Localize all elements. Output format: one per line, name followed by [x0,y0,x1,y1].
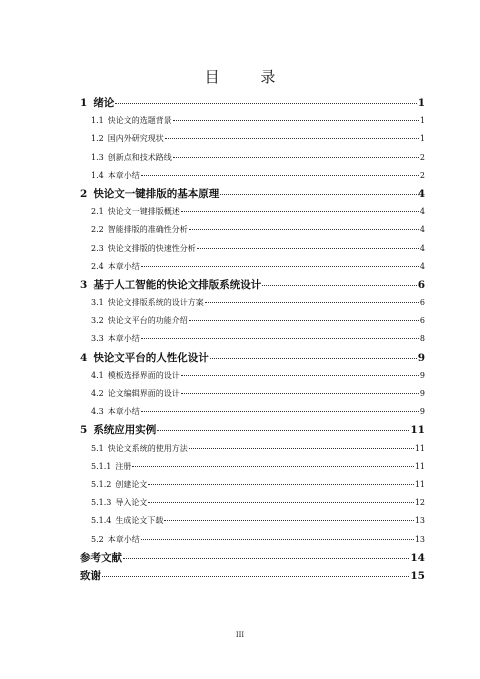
toc-entry-page: 11 [414,443,425,453]
toc-entry-page: 14 [410,551,425,564]
toc-entry-page: 4 [417,187,425,200]
toc-entry-label: 快论文系统的使用方法 [107,443,188,453]
toc-entry-number: 5.1.3 [91,498,112,508]
toc-dot-leader [205,302,419,303]
toc-dot-leader [148,502,413,503]
toc-entry-label: 快论文排版系统的设计方案 [107,298,204,308]
toc-entry-label: 快论文平台的人性化设计 [93,351,209,364]
toc-entry-page: 1 [419,134,425,144]
toc-entry-title [91,221,188,239]
toc-dot-leader [220,194,416,195]
toc-entry-page: 6 [419,316,425,326]
toc-dot-leader [181,375,419,376]
toc-entry-label: 生成论文下载 [115,516,164,526]
toc-entry-number: 3.3 [91,334,104,344]
toc-entry-page: 15 [410,569,425,582]
toc-dot-leader [173,157,419,158]
toc-entry-page: 6 [417,278,425,291]
toc-entry-title [91,531,140,549]
toc-entry-number: 1.4 [91,170,104,180]
toc-entry[interactable] [80,512,425,530]
toc-entry-title [91,167,140,185]
toc-entry-number: 2.3 [91,243,104,253]
toc-entry-number: 5 [80,424,88,437]
toc-entry-page: 12 [414,498,425,508]
toc-dot-leader [141,338,419,339]
toc-entry-page: 9 [419,389,425,398]
toc-entry-label: 本章小结 [107,170,140,180]
toc-dot-leader [197,248,419,249]
toc-entry[interactable] [80,385,425,403]
toc-entry-page: 4 [419,261,425,271]
toc-entry-label: 快论文一键排版概述 [107,207,180,217]
toc-entry-page: 8 [419,334,425,344]
toc-entry-label: 论文编辑界面的设计 [107,389,180,398]
toc-entry[interactable] [80,185,425,203]
toc-entry-title [91,203,180,221]
toc-dot-leader [141,411,419,412]
toc-entry-label: 导入论文 [115,498,148,508]
toc-dot-leader [262,285,416,286]
toc-dot-leader [115,103,416,104]
toc-entry[interactable] [80,531,425,549]
toc-dot-leader [141,539,414,540]
toc-entry-number: 2.1 [91,207,104,217]
toc-entry-label: 模板选择界面的设计 [107,370,180,380]
toc-entry[interactable] [80,494,425,512]
toc-entry[interactable] [80,403,425,421]
toc-dot-leader [141,175,419,176]
toc-entry[interactable] [80,167,425,185]
toc-entry-label: 参考文献 [80,551,122,564]
toc-entry-label: 本章小结 [107,407,140,417]
toc-entry-title [91,476,147,494]
toc-entry-title [91,403,140,421]
toc-entry-page: 9 [417,351,425,364]
toc-entry-label: 系统应用实例 [93,424,157,437]
toc-entry-title [80,276,261,294]
toc-entry-page: 11 [410,424,425,437]
toc-entry[interactable] [80,367,425,385]
toc-dot-leader [189,320,419,321]
toc-entry-number: 3 [80,278,88,291]
toc-dot-leader [189,229,419,230]
toc-dot-leader [181,211,419,212]
toc-entry-label: 智能排版的准确性分析 [107,225,188,235]
toc-dot-leader [157,430,409,431]
toc-entry[interactable] [80,567,425,585]
toc-entry-title [91,440,188,458]
page-number-footer: III [235,631,245,639]
toc-entry-page: 4 [419,225,425,235]
toc-dot-leader [165,138,419,139]
toc-entry-page: 6 [419,298,425,308]
toc-entry-page: 4 [419,207,425,217]
toc-entry-page: 13 [414,516,425,526]
toc-dot-leader [210,358,417,359]
toc-entry-label: 基于人工智能的快论文排版系统设计 [93,278,262,291]
toc-entry-page: 11 [414,479,425,489]
toc-entry-title [80,349,209,367]
toc-entry-page: 11 [414,461,425,471]
toc-entry-label: 绪论 [93,97,115,109]
toc-entry[interactable] [80,440,425,458]
toc-entry-number: 1.2 [91,134,104,144]
toc-entry[interactable] [80,276,425,294]
toc-dot-leader [164,520,413,521]
toc-dot-leader [173,120,419,121]
toc-entry-page: 1 [417,97,425,109]
page-title: 目 录 [204,68,294,86]
toc-entry-number: 3.2 [91,316,104,326]
toc-entry-number: 5.1.4 [91,516,112,526]
toc-entry-label: 致谢 [80,569,101,582]
toc-entry-number: 5.1.2 [91,479,112,489]
toc-entry[interactable] [80,421,425,439]
toc-entry-page: 13 [414,534,425,544]
toc-entry-label: 国内外研究现状 [107,134,164,144]
toc-entry-title [80,185,219,203]
toc-entry-title [91,312,188,330]
toc-entry-number: 5.1.1 [91,461,112,471]
toc-entry-number: 5.2 [91,534,104,544]
toc-entry[interactable] [80,476,425,494]
table-of-contents [80,94,425,585]
toc-entry[interactable] [80,458,425,476]
toc-entry-title [80,94,114,112]
toc-entry-label: 快论文排版的快速性分析 [107,243,196,253]
toc-entry[interactable] [80,294,425,312]
toc-entry-number: 1.1 [91,116,104,126]
toc-entry-number: 4.2 [91,389,104,398]
toc-entry[interactable] [80,130,425,148]
toc-dot-leader [189,448,414,449]
toc-entry-number: 1.3 [91,152,104,162]
toc-entry[interactable] [80,312,425,330]
toc-entry-number: 2 [80,187,88,200]
toc-entry[interactable] [80,149,425,167]
toc-entry-title [80,567,101,585]
toc-entry[interactable] [80,240,425,258]
toc-entry-title [91,112,172,130]
toc-entry-number: 2.2 [91,225,104,235]
toc-entry-title [91,149,172,167]
toc-entry-label: 本章小结 [107,334,140,344]
toc-entry-page: 4 [419,243,425,253]
toc-dot-leader [123,558,409,559]
toc-entry-page: 1 [419,116,425,126]
toc-entry-title [91,385,180,403]
toc-entry-label: 快论文的选题背景 [107,116,172,126]
toc-entry[interactable] [80,94,425,112]
toc-entry[interactable] [80,112,425,130]
toc-entry-title [91,130,164,148]
toc-entry-title [80,421,156,439]
toc-dot-leader [181,393,419,394]
toc-entry[interactable] [80,349,425,367]
toc-entry-page: 2 [419,152,425,162]
toc-entry-page: 2 [419,170,425,180]
toc-dot-leader [141,266,419,267]
toc-entry-label: 创建论文 [115,479,148,489]
toc-entry[interactable] [80,549,425,567]
toc-entry-page: 9 [419,370,425,380]
toc-entry[interactable] [80,330,425,348]
toc-entry-title [91,294,204,312]
toc-entry-label: 本章小结 [107,261,140,271]
toc-entry-title [91,240,196,258]
toc-entry-number: 2.4 [91,261,104,271]
toc-dot-leader [132,466,413,467]
toc-entry-label: 注册 [115,461,132,471]
toc-entry-number: 1 [80,97,88,109]
toc-entry-label: 创新点和技术路线 [107,152,172,162]
toc-entry[interactable] [80,203,425,221]
toc-entry-title [91,330,140,348]
toc-entry-title [91,512,163,530]
toc-entry-title [91,258,140,276]
toc-entry-label: 快论文一键排版的基本原理 [93,187,220,200]
toc-dot-leader [102,576,409,577]
toc-entry-title [91,494,147,512]
toc-entry-title [91,458,131,476]
toc-entry-label: 快论文平台的功能介绍 [107,316,188,326]
toc-entry[interactable] [80,221,425,239]
toc-entry-number: 4.1 [91,370,104,380]
toc-entry-page: 9 [419,407,425,417]
toc-entry-title [91,367,180,385]
toc-dot-leader [148,484,413,485]
toc-entry-number: 4.3 [91,407,104,417]
toc-entry-number: 5.1 [91,443,104,453]
toc-entry-number: 3.1 [91,298,104,308]
toc-entry-title [80,549,122,567]
toc-entry-number: 4 [80,351,88,364]
toc-entry-label: 本章小结 [107,534,140,544]
toc-entry[interactable] [80,258,425,276]
